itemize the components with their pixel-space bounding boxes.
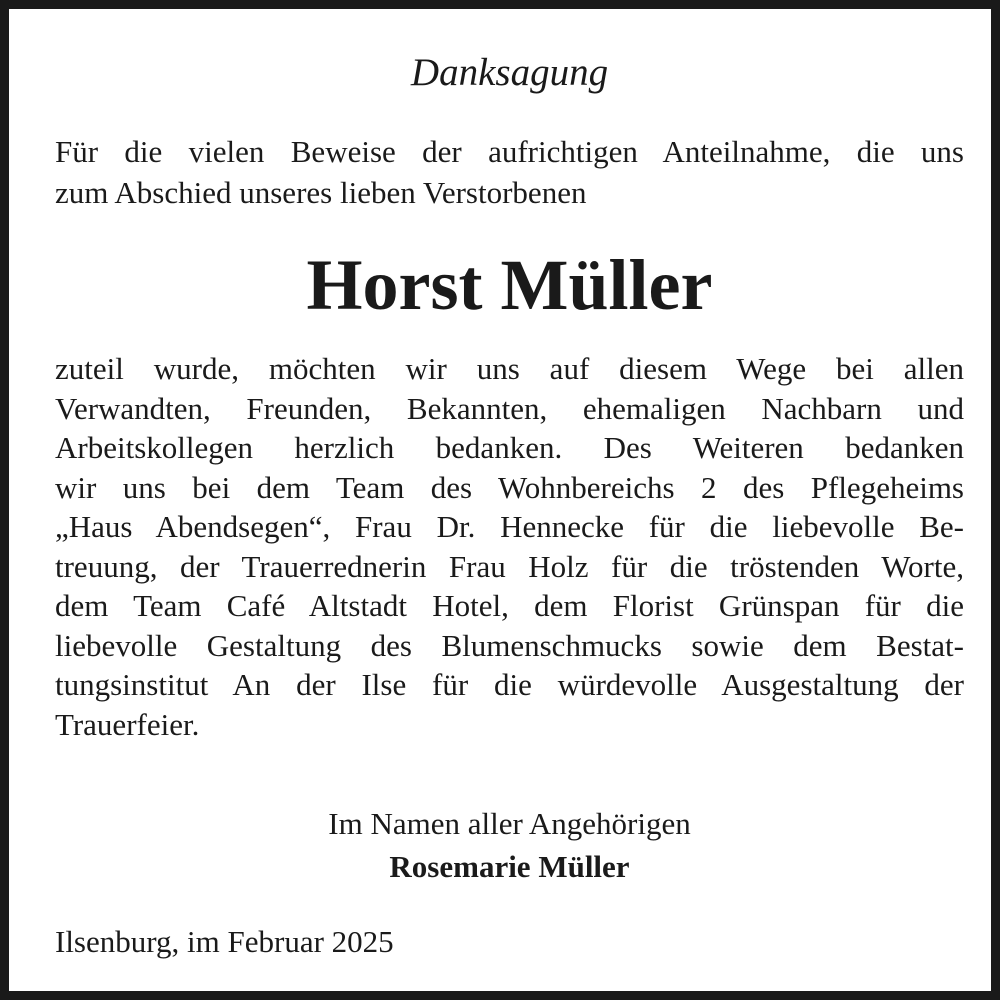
body-line: „Haus Abendsegen“, Frau Dr. Hennecke für die liebevolle Be-: [55, 509, 964, 544]
body-line: Trauerfeier.: [55, 706, 200, 742]
closing-line: Im Namen aller Angehörigen: [328, 806, 691, 841]
signer-name: Rosemarie Müller: [389, 849, 630, 884]
body-line: treuung, der Trauerrednerin Frau Holz für die tröstenden Worte,: [55, 548, 964, 584]
intro-paragraph: [55, 131, 964, 213]
body-line: dem Team Café Altstadt Hotel, dem Florist Grünspan für die: [55, 588, 964, 623]
deceased-name: Horst Müller: [306, 245, 713, 325]
body-line: zuteil wurde, möchten wir uns auf diesem Wege bei allen: [55, 351, 964, 386]
intro-line: Für die vielen Beweise der aufrichtigen Anteilnahme, die uns: [55, 134, 964, 169]
place-date: Ilsenburg, im Februar 2025: [55, 924, 394, 959]
intro-line: zum Abschied unseres lieben Verstorbenen: [55, 175, 587, 210]
body-line: liebevolle Gestaltung des Blumenschmucks sowie dem Bestat-: [55, 627, 964, 663]
body-line: Arbeitskollegen herzlich bedanken. Des Weiteren bedanken: [55, 430, 964, 465]
body-line: tungsinstitut An der Ilse für die würdevolle Ausgestaltung der: [55, 667, 964, 702]
thanks-paragraph: [55, 349, 964, 744]
body-line: wir uns bei dem Team des Wohnbereichs 2 des Pflegeheims: [55, 469, 964, 505]
notice-heading: Danksagung: [410, 51, 609, 94]
body-line: Verwandten, Freunden, Bekannten, ehemaligen Nachbarn und: [55, 390, 964, 426]
